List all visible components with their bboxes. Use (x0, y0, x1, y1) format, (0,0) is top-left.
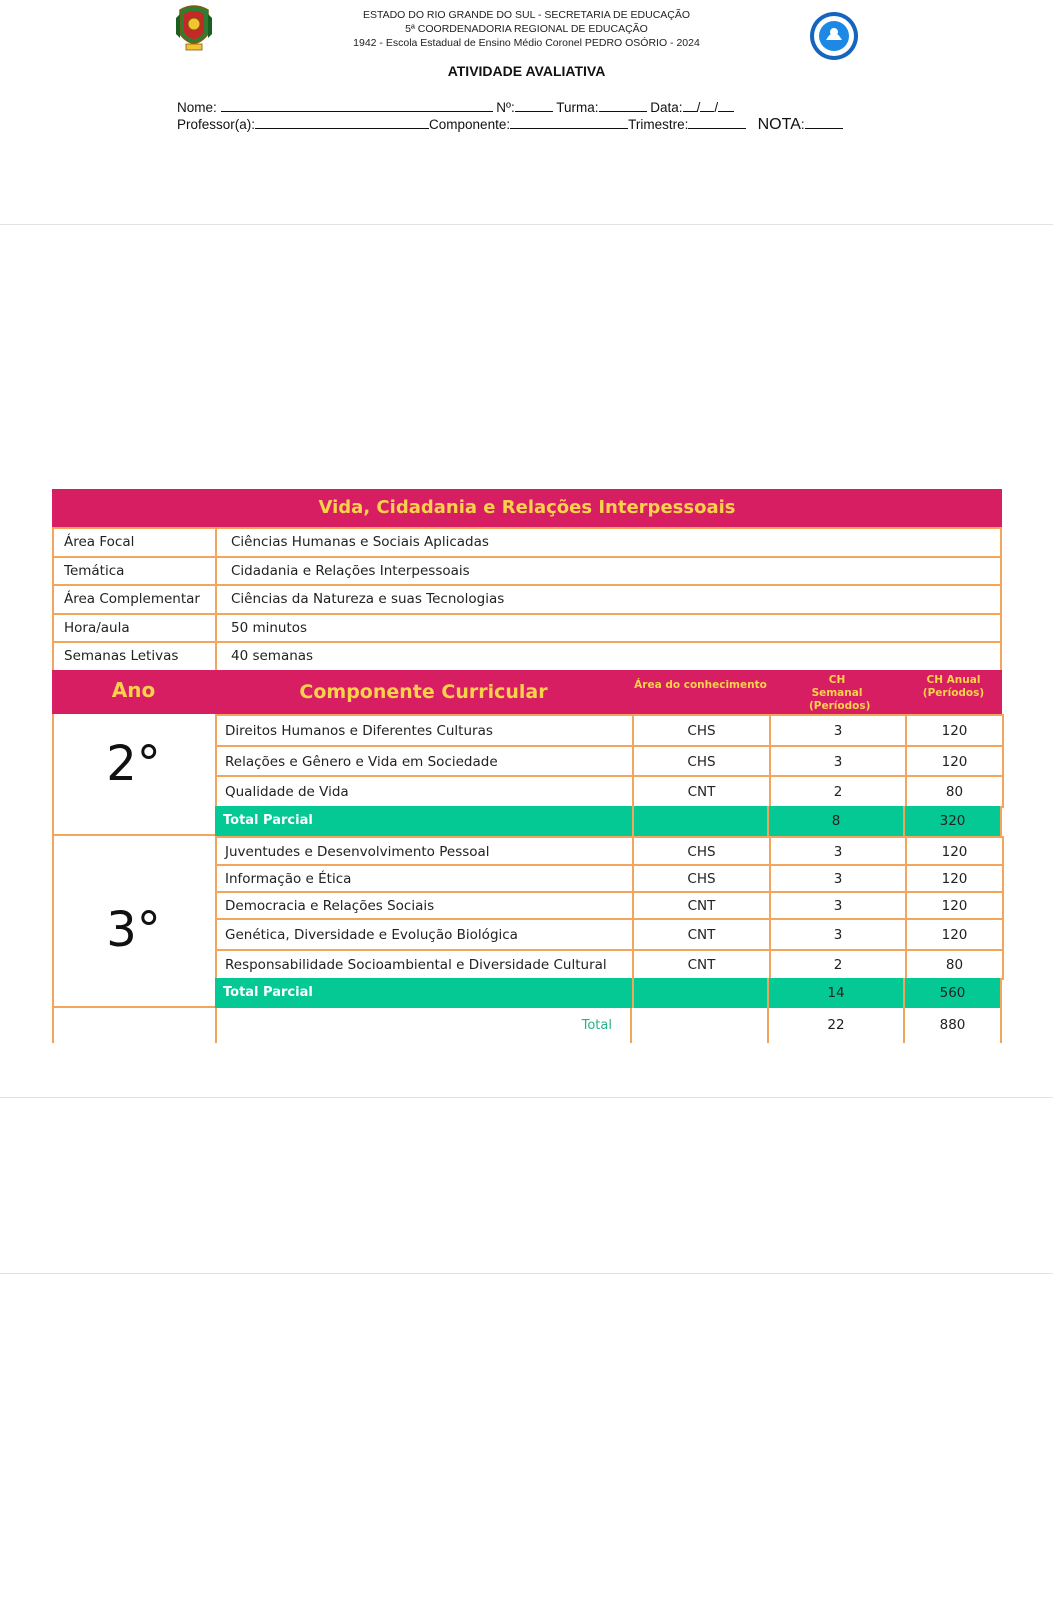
area-cell: CHS (632, 745, 771, 777)
total-semanal: 22 (769, 1008, 905, 1043)
anual-cell: 120 (905, 745, 1004, 777)
semanal-cell: 3 (769, 918, 907, 951)
componente-field[interactable] (510, 116, 628, 129)
table-left-border (52, 1008, 54, 1043)
nota-field[interactable] (805, 116, 843, 129)
total-label: Total (215, 1008, 632, 1043)
componente-cell: Responsabilidade Socioambiental e Diversidade Cultural (215, 949, 634, 980)
anual-cell: 120 (905, 891, 1004, 920)
nota-label: NOTA (757, 116, 801, 133)
area-cell: CHS (632, 864, 771, 893)
info-label: Área Focal (52, 527, 217, 558)
componente-cell: Qualidade de Vida (215, 775, 634, 808)
parcial-semanal: 14 (769, 978, 905, 1008)
school-seal-icon (808, 10, 860, 62)
form-row-class (177, 116, 843, 134)
data-year-field[interactable] (718, 99, 734, 112)
area-cell: CHS (632, 714, 771, 747)
componente-cell: Direitos Humanos e Diferentes Culturas (215, 714, 634, 747)
area-cell: CHS (632, 836, 771, 866)
data-label: Data: (650, 100, 683, 115)
anual-cell: 120 (905, 918, 1004, 951)
data-separator: / (714, 100, 719, 115)
parcial-label: Total Parcial (223, 813, 313, 828)
ano-value: 3° (106, 902, 161, 958)
ano-value: 2° (106, 736, 161, 792)
info-label: Temática (52, 556, 217, 587)
parcial-area-cell (632, 806, 769, 836)
curriculum-table (52, 489, 1002, 1043)
data-month-field[interactable] (700, 99, 714, 112)
semanal-cell: 3 (769, 714, 907, 747)
table-title: Vida, Cidadania e Relações Interpessoais (52, 489, 1002, 527)
info-value: Ciências da Natureza e suas Tecnologias (215, 584, 1002, 615)
column-header-ch-anual: CH Anual (Períodos) (922, 674, 985, 699)
data-day-field[interactable] (683, 99, 697, 112)
column-header-ano: Ano (111, 678, 156, 702)
nome-field[interactable] (221, 99, 493, 112)
area-cell: CNT (632, 891, 771, 920)
area-cell: CNT (632, 775, 771, 808)
page-title: ATIVIDADE AVALIATIVA (447, 63, 606, 79)
componente-cell: Juventudes e Desenvolvimento Pessoal (215, 836, 634, 866)
area-cell: CNT (632, 949, 771, 980)
semanal-cell: 3 (769, 836, 907, 866)
numero-field[interactable] (515, 99, 553, 112)
header-coordination-line: 5ª COORDENADORIA REGIONAL DE EDUCAÇÃO (405, 23, 648, 35)
total-anual: 880 (905, 1008, 1002, 1043)
info-value: 50 minutos (215, 613, 1002, 644)
parcial-anual: 320 (905, 806, 1002, 836)
info-label: Semanas Letivas (52, 641, 217, 672)
page-divider (0, 1273, 1053, 1274)
anual-cell: 120 (905, 864, 1004, 893)
componente-cell: Relações e Gênero e Vida em Sociedade (215, 745, 634, 777)
semanal-cell: 3 (769, 745, 907, 777)
semanal-cell: 3 (769, 891, 907, 920)
page-divider (0, 1097, 1053, 1098)
info-value: 40 semanas (215, 641, 1002, 672)
anual-cell: 80 (905, 949, 1004, 980)
turma-field[interactable] (599, 99, 647, 112)
parcial-label: Total Parcial (223, 985, 313, 1000)
info-value: Cidadania e Relações Interpessoais (215, 556, 1002, 587)
professor-field[interactable] (255, 116, 429, 129)
info-label: Hora/aula (52, 613, 217, 644)
anual-cell: 80 (905, 775, 1004, 808)
info-value: Ciências Humanas e Sociais Aplicadas (215, 527, 1002, 558)
header-school-line: 1942 - Escola Estadual de Ensino Médio Coronel PEDRO OSÓRIO - 2024 (353, 37, 700, 49)
parcial-area-cell (632, 978, 769, 1008)
professor-label: Professor(a): (177, 117, 256, 132)
info-label: Área Complementar (52, 584, 217, 615)
data-separator: / (696, 100, 701, 115)
parcial-semanal: 8 (769, 806, 905, 836)
numero-label: Nº: (496, 100, 515, 115)
semanal-cell: 2 (769, 775, 907, 808)
form-row-student (177, 99, 734, 115)
page-divider (0, 224, 1053, 225)
parcial-anual: 560 (905, 978, 1002, 1008)
anual-cell: 120 (905, 836, 1004, 866)
componente-cell: Genética, Diversidade e Evolução Biológica (215, 918, 634, 951)
anual-cell: 120 (905, 714, 1004, 747)
column-header-ch-semanal: CH Semanal (Períodos) (809, 674, 871, 712)
componente-cell: Democracia e Relações Sociais (215, 891, 634, 920)
column-header-componente: Componente Curricular (299, 681, 548, 703)
turma-label: Turma: (556, 100, 599, 115)
semanal-cell: 3 (769, 864, 907, 893)
trimestre-field[interactable] (688, 116, 746, 129)
trimestre-label: Trimestre: (628, 117, 689, 132)
total-area-cell (630, 1008, 769, 1043)
area-cell: CNT (632, 918, 771, 951)
column-header-area: Área do conhecimento (634, 679, 767, 691)
componente-label: Componente: (429, 117, 511, 132)
semanal-cell: 2 (769, 949, 907, 980)
nome-label: Nome: (177, 100, 217, 115)
header-state-line: ESTADO DO RIO GRANDE DO SUL - SECRETARIA DE EDUCAÇÃO (362, 9, 691, 21)
nota-colon: : (800, 117, 805, 132)
componente-cell: Informação e Ética (215, 864, 634, 893)
